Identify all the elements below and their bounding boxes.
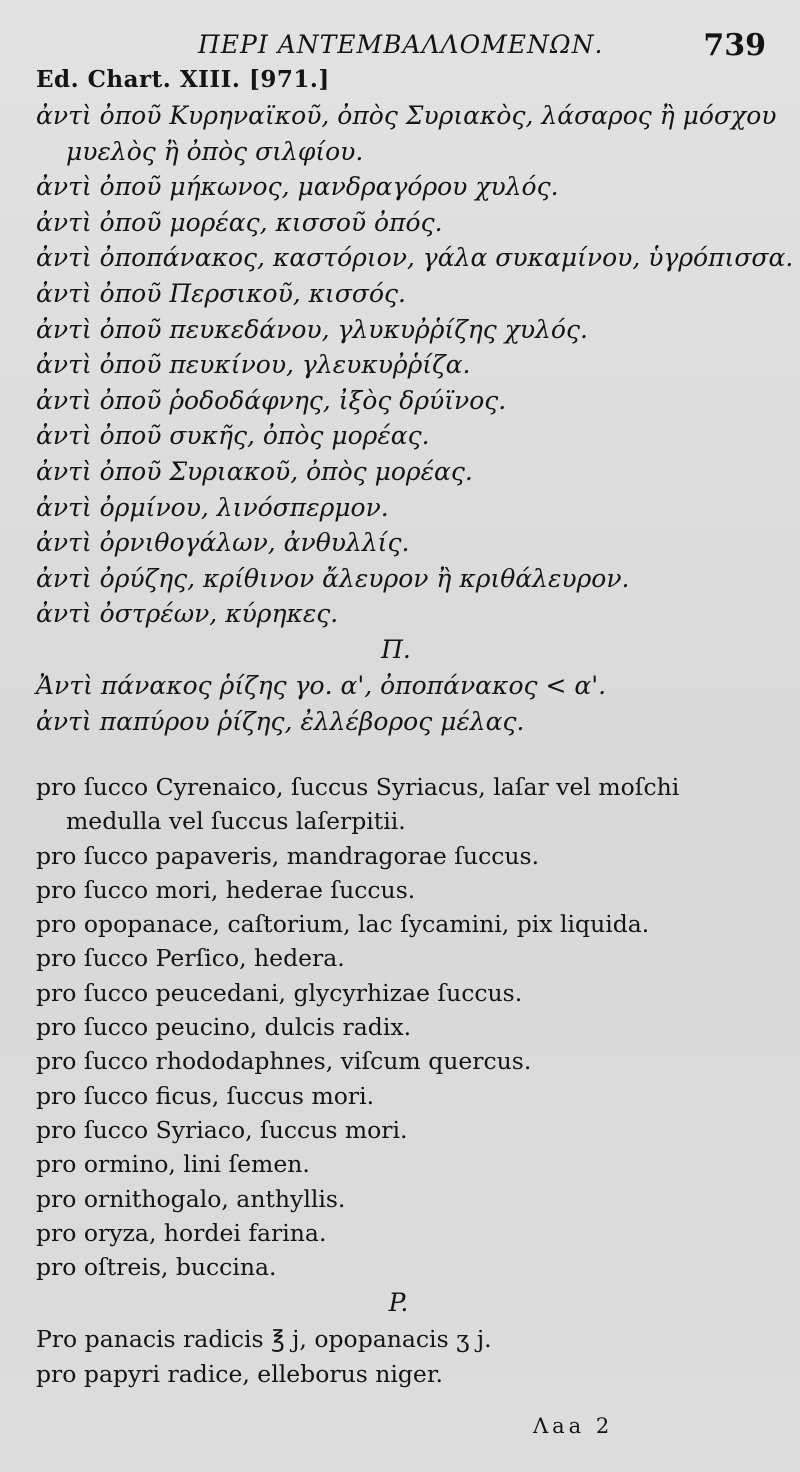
greek-line: ἀντὶ ὀποπάνακος, καστόριον, γάλα συκαμίνου, ὑγρόπισσα. bbox=[36, 243, 794, 273]
greek-line: ἀντὶ παπύρου ῥίζης, ἐλλέβορος μέλας. bbox=[36, 706, 525, 736]
page-header bbox=[0, 28, 800, 68]
greek-line: ἀντὶ ὀρμίνου, λινόσπερμον. bbox=[36, 492, 389, 522]
latin-line: pro ſucco peucino, dulcis radix. bbox=[36, 1013, 412, 1042]
latin-line: pro ormino, lini ſemen. bbox=[36, 1150, 310, 1179]
latin-section-heading: P. bbox=[388, 1288, 409, 1318]
latin-line: pro oryza, hordei farina. bbox=[36, 1218, 327, 1247]
latin-line: pro ſucco peucedani, glycyrhizae ſuccus. bbox=[36, 978, 523, 1007]
latin-line: pro ſucco ficus, ſuccus mori. bbox=[36, 1081, 375, 1110]
greek-line: μυελὸς ἢ ὀπὸς σιλφίου. bbox=[66, 136, 364, 166]
latin-line: pro ſucco Perſico, hedera. bbox=[36, 944, 345, 973]
greek-text-block bbox=[36, 98, 794, 739]
latin-line: pro ſucco papaveris, mandragorae ſuccus. bbox=[36, 841, 540, 870]
edition-reference: Ed. Chart. XIII. [971.] bbox=[36, 66, 330, 93]
latin-line: pro oſtreis, buccina. bbox=[36, 1253, 277, 1282]
latin-line: pro papyri radice, elleborus niger. bbox=[36, 1359, 443, 1388]
latin-line: pro ornithogalo, anthyllis. bbox=[36, 1184, 346, 1213]
latin-line: pro ſucco rhododaphnes, viſcum quercus. bbox=[36, 1047, 532, 1076]
greek-line: ἀντὶ ὀρύζης, κρίθινον ἄλευρον ἢ κριθάλευρον. bbox=[36, 563, 630, 593]
latin-line: pro ſucco Syriaco, ſuccus mori. bbox=[36, 1115, 408, 1144]
latin-line: pro ſucco mori, hederae ſuccus. bbox=[36, 875, 416, 904]
greek-line: ἀντὶ ὀποῦ Κυρηναϊκοῦ, ὀπὸς Συριακὸς, λάσαρος ἢ μόσχου bbox=[36, 101, 777, 130]
page-number: 739 bbox=[703, 28, 766, 63]
greek-line: ἀντὶ ὀποῦ Συριακοῦ, ὀπὸς μορέας. bbox=[36, 456, 473, 486]
running-title: ΠΕΡΙ ΑΝΤΕΜΒΑΛΛΟΜΕΝΩΝ. bbox=[198, 30, 604, 59]
greek-line: ἀντὶ ὀποῦ Περσικοῦ, κισσός. bbox=[36, 278, 406, 308]
latin-line: pro ſucco Cyrenaico, ſuccus Syriacus, laſar vel moſchi bbox=[36, 773, 680, 801]
greek-section-heading: Π. bbox=[381, 634, 411, 664]
greek-line: Ἀντὶ πάνακος ῥίζης γο. α', ὀποπάνακος < α'. bbox=[36, 670, 607, 700]
greek-line: ἀντὶ ὀποῦ συκῆς, ὀπὸς μορέας. bbox=[36, 421, 430, 451]
signature-mark: Λaa 2 bbox=[533, 1414, 614, 1438]
greek-line: ἀντὶ ὀστρέων, κύρηκες. bbox=[36, 599, 339, 629]
greek-line: ἀντὶ ὀρνιθογάλων, ἀνθυλλίς. bbox=[36, 528, 410, 558]
greek-line: ἀντὶ ὀποῦ μορέας, κισσοῦ ὀπός. bbox=[36, 207, 443, 237]
greek-line: ἀντὶ ὀποῦ πευκεδάνου, γλυκυῤῥίζης χυλός. bbox=[36, 314, 588, 344]
latin-line: medulla vel ſuccus laſerpitii. bbox=[66, 807, 406, 836]
greek-line: ἀντὶ ὀποῦ μήκωνος, μανδραγόρου χυλός. bbox=[36, 172, 559, 202]
latin-line: pro opopanace, caſtorium, lac ſycamini, pix liquida. bbox=[36, 910, 650, 939]
greek-line: ἀντὶ ὀποῦ πευκίνου, γλευκυῤῥίζα. bbox=[36, 350, 471, 380]
latin-line: Pro panacis radicis ℥ j, opopanacis ʒ j. bbox=[36, 1325, 492, 1354]
greek-line: ἀντὶ ὀποῦ ῥοδοδάφνης, ἰξὸς δρύϊνος. bbox=[36, 385, 507, 415]
latin-text-block bbox=[36, 770, 791, 1391]
